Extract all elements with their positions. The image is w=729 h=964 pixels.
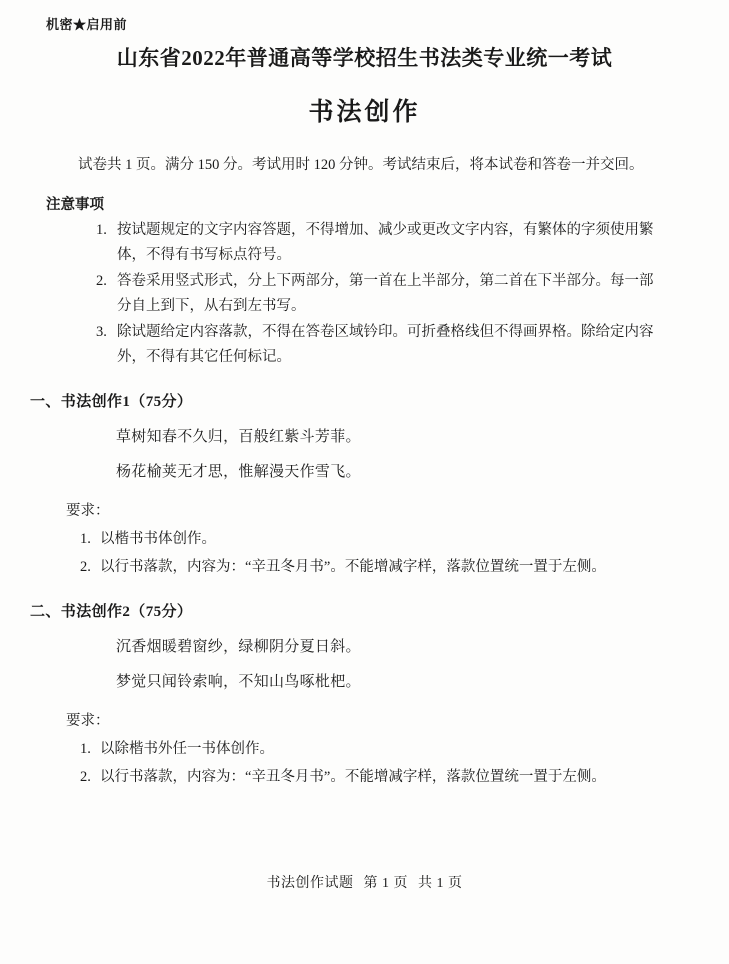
notice-text: 按试题规定的文字内容答题，不得增加、减少或更改文字内容，有繁体的字须使用繁体，不得有书写标点符号。: [117, 222, 654, 264]
requirement-number: 2.: [80, 558, 91, 575]
footer-page-total: 共 1 页: [418, 876, 463, 891]
requirement-number: 1.: [80, 530, 91, 547]
confidential-mark: 机密★启用前: [46, 17, 128, 32]
page-subtitle: 书法创作: [308, 98, 421, 126]
section-heading: 二、书法创作2（75分）: [30, 604, 193, 620]
poem-line: 草树知春不久归，百般红紫斗芳菲。: [116, 428, 361, 445]
requirement-text: 以行书落款，内容为：“辛丑冬月书”。不能增减字样，落款位置统一置于左侧。: [100, 769, 606, 786]
footer-page-current: 第 1 页: [363, 876, 408, 891]
page-footer: [0, 872, 729, 892]
notice-number: 3.: [96, 323, 107, 340]
list-item: [80, 526, 669, 552]
requirement-number: 1.: [80, 741, 91, 757]
requirement-text: 以除楷书外任一书体创作。: [100, 741, 274, 757]
requirement-list: [0, 526, 729, 580]
page-title: 山东省2022年普通高等学校招生书法类专业统一考试: [116, 46, 613, 70]
requirement-label: 要求：: [66, 713, 110, 729]
requirement-label: 要求：: [66, 502, 110, 519]
requirement-text: 以行书落款，内容为：“辛丑冬月书”。不能增减字样，落款位置统一置于左侧。: [100, 558, 606, 575]
list-item: [80, 554, 669, 580]
notice-text: 答卷采用竖式形式，分上下两部分，第一首在上半部分，第二首在下半部分。每一部分自上到下，从右到左书写。: [117, 273, 654, 314]
list-item: [96, 269, 659, 319]
exam-info: 试卷共 1 页。满分 150 分。考试用时 120 分钟。考试结束后，将本试卷和答卷一并交回。: [78, 157, 644, 173]
notice-text: 除试题给定内容落款，不得在答卷区域钤印。可折叠格线但不得画界格。除给定内容外，不得有其它任何标记。: [117, 323, 654, 365]
notice-number: 1.: [96, 222, 107, 239]
footer-label: 书法创作试题: [266, 876, 354, 891]
requirement-text: 以楷书书体创作。: [100, 530, 216, 547]
poem-line: 沉香烟暖碧窗纱，绿柳阴分夏日斜。: [116, 639, 361, 655]
list-item: [96, 320, 659, 370]
list-item: [96, 218, 659, 268]
list-item: [80, 736, 669, 762]
section-heading: 一、书法创作1（75分）: [30, 393, 193, 410]
section-2: [0, 600, 729, 790]
poem-line: 杨花榆荚无才思，惟解漫天作雪飞。: [116, 463, 361, 480]
poem-line: 梦觉只闻铃索响，不知山鸟啄枇杷。: [116, 674, 361, 690]
requirement-list: [0, 736, 729, 790]
notice-title: 注意事项: [46, 197, 104, 214]
notice-list: [0, 218, 729, 370]
section-1: [0, 390, 729, 580]
requirement-number: 2.: [80, 769, 91, 786]
notice-number: 2.: [96, 273, 107, 290]
list-item: [80, 764, 669, 790]
